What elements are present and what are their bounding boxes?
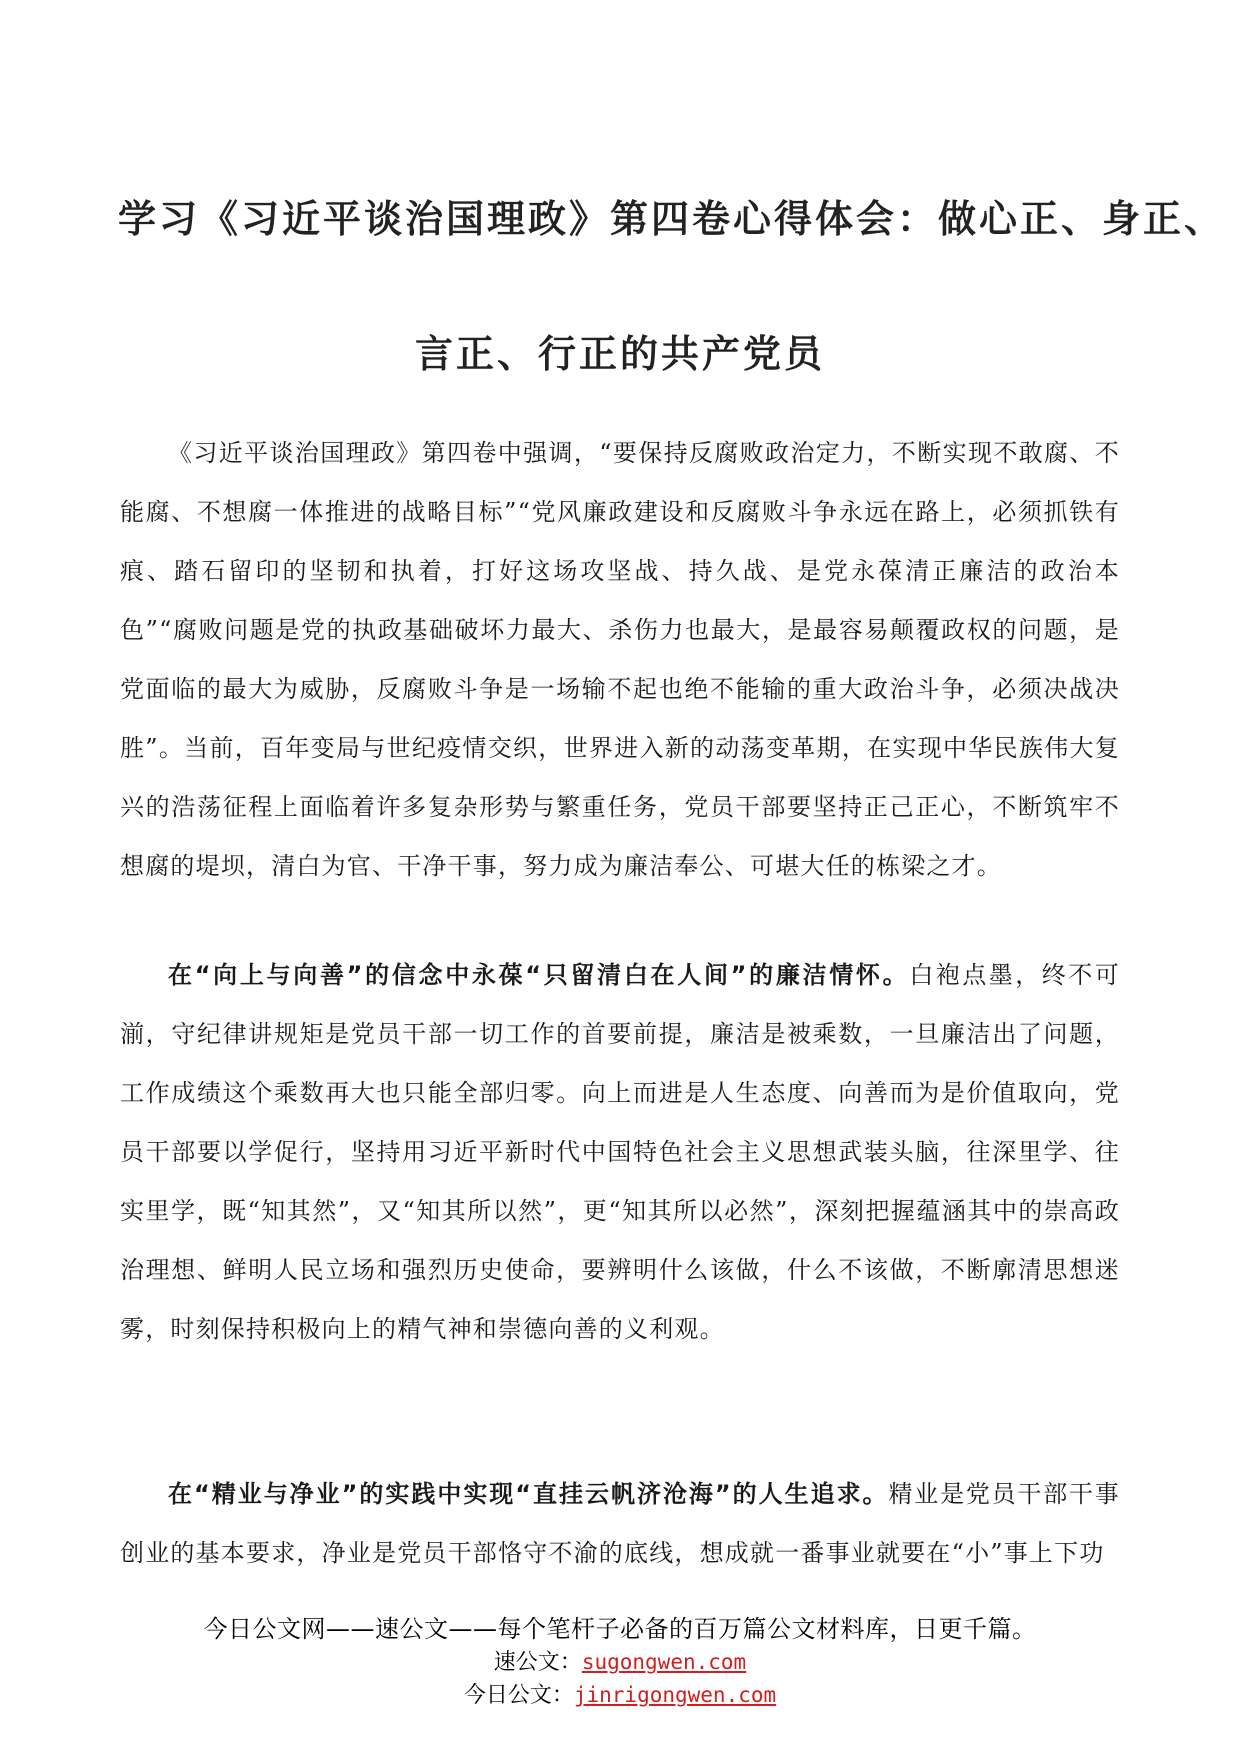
- paragraph-1-text: 《习近平谈治国理政》第四卷中强调，“要保持反腐败政治定力，不断实现不敢腐、不能腐、不想腐一体推进的战略目标”“党风廉政建设和反腐败斗争永远在路上，必须抓铁有痕、踏石留印的坚韧和执着，打好这场攻坚战、持久战、是党永葆清正廉洁的政治本色”“腐败问题是党的执政基础破坏力最大、杀伤力也最大，是最容易颠覆政权的问题，是党面临的最大为威胁，反腐败斗争是一场输不起也绝不能输的重大政治斗争，必须决战决胜”。当前，百年变局与世纪疫情交织，世界进入新的动荡变革期，在实现中华民族伟大复兴的浩荡征程上面临着许多复杂形势与繁重任务，党员干部要坚持正己正心，不断筑牢不想腐的堤坝，清白为官、干净干事，努力成为廉洁奉公、可堪大任的栋梁之才。: [120, 439, 1120, 880]
- document-title-line-1: 学习《习近平谈治国理政》第四卷心得体会：做心正、身正、: [118, 197, 1226, 241]
- paragraph-2: [120, 946, 1120, 1359]
- footer-slogan: 今日公文网——速公文——每个笔杆子必备的百万篇公文材料库，日更千篇。: [203, 1615, 1037, 1643]
- paragraph-3-lead: 在“精业与净业”的实践中实现“直挂云帆济沧海”的人生追求。: [168, 1480, 889, 1508]
- footer-sugongwen-line: [0, 1646, 1240, 1679]
- footer: [0, 1612, 1240, 1712]
- footer-sugongwen-label: 速公文：: [493, 1650, 582, 1675]
- footer-jinrigongwen-label: 今日公文：: [463, 1683, 574, 1708]
- jinrigongwen-link[interactable]: jinrigongwen.com: [573, 1683, 777, 1707]
- paragraph-1: [120, 424, 1120, 896]
- paragraph-2-lead: 在“向上与向善”的信念中永葆“只留清白在人间”的廉洁情怀。: [168, 961, 910, 989]
- document-title-line-2: 言正、行正的共产党员: [414, 332, 825, 376]
- paragraph-3-text: 精业是党员干部干事创业的基本要求，净业是党员干部恪守不渝的底线，想成就一番事业就要在“小”事上下功: [120, 1480, 1120, 1567]
- sugongwen-link[interactable]: sugongwen.com: [581, 1650, 747, 1674]
- paragraph-3: [120, 1465, 1120, 1583]
- paragraph-2-text: 白袍点墨，终不可湔，守纪律讲规矩是党员干部一切工作的首要前提，廉洁是被乘数，一旦廉洁出了问题，工作成绩这个乘数再大也只能全部归零。向上而进是人生态度、向善而为是价值取向，党员干部要以学促行，坚持用习近平新时代中国特色社会主义思想武装头脑，往深里学、往实里学，既“知其然”，又“知其所以然”，更“知其所以必然”，深刻把握蕴涵其中的崇高政治理想、鲜明人民立场和强烈历史使命，要辨明什么该做，什么不该做，不断廓清思想迷雾，时刻保持积极向上的精气神和崇德向善的义利观。: [120, 961, 1120, 1343]
- footer-jinrigongwen-line: [0, 1679, 1240, 1712]
